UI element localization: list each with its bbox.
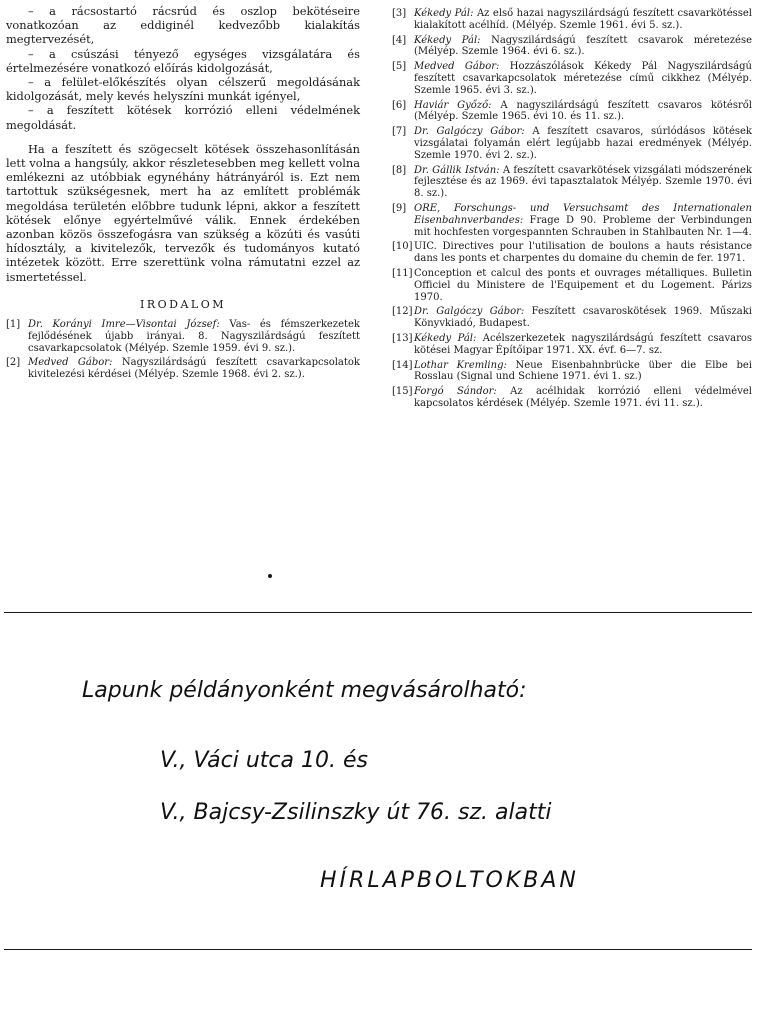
reference-author: Kékedy Pál: — [414, 8, 474, 19]
reference-author: Dr. Galgóczy Gábor: — [414, 126, 525, 138]
references-list-left — [6, 319, 360, 381]
reference-item — [392, 241, 752, 265]
right-column — [392, 8, 752, 413]
reference-item — [392, 8, 752, 32]
reference-number: [12] — [392, 306, 413, 318]
reference-number: [4] — [392, 34, 407, 46]
reference-number: [11] — [392, 267, 413, 279]
promo-shops: HÍRLAPBOLTOKBAN — [320, 868, 579, 893]
reference-author: Haviár Győző: — [414, 99, 492, 111]
references-list-right — [392, 8, 752, 410]
reference-number: [2] — [6, 357, 21, 369]
reference-text: Conception et calcul des ponts et ouvrages métalliques. Bulletin Officiel du Ministere de l'Equipement et du Logement. Párizs 1970. — [414, 267, 752, 303]
reference-author: Lothar Kremling: — [414, 359, 507, 371]
reference-author: Medved Gábor: — [28, 357, 113, 369]
reference-item — [392, 386, 752, 410]
reference-number: [15] — [392, 386, 413, 398]
reference-text: Hozzászólások Kékedy Pál Nagyszilárdságú feszített csavarkapcsolatok méretezése című cikkhez (Mélyép. Szemle 1965. évi 3. sz.). — [414, 61, 752, 96]
reference-author: Dr. Galgóczy Gábor: — [414, 306, 525, 318]
reference-author: ORE, Forschungs- und Versuchsamt des Internationalen Eisenbahnverbandes: — [414, 202, 752, 226]
reference-item — [392, 35, 752, 59]
reference-number: [8] — [392, 164, 407, 176]
decorative-dot — [268, 574, 272, 578]
reference-number: [6] — [392, 99, 407, 111]
reference-item — [392, 360, 752, 384]
list-item-2: – a csúszási tényező egységes vizsgálatára és értelmezésére vonatkozó előírás kidolgozását, — [6, 46, 360, 75]
left-column — [6, 4, 360, 384]
reference-text: A feszített csavarkötések vizsgálati módszerének fejlesztése és az 1969. évi tapasztalatok Mélyép. Szemle 1970. évi 8. sz.). — [414, 164, 752, 200]
reference-text: Az acélhidak korrózió elleni védelmével kapcsolatos kérdések (Mélyép. Szemle 1971. évi 11. sz.). — [414, 386, 752, 409]
reference-text: Neue Eisenbahnbrücke über die Elbe bei Rosslau (Signal und Schiene 1971. évi 1. sz.) — [414, 359, 752, 383]
reference-text: Nagyszilárdságú feszített csavarok méretezése (Mélyép. Szemle 1964. évi 6. sz.). — [414, 34, 752, 58]
reference-text: Nagyszilárdságú feszített csavarkapcsolatok kivitelezési kérdései (Mélyép. Szemle 1968. évi 2. sz.). — [28, 357, 360, 381]
reference-item — [6, 357, 360, 381]
reference-number: [10] — [392, 241, 413, 253]
reference-author: Kékedy Pál: — [414, 34, 481, 46]
promo-headline: Lapunk példányonként megvásárolható: — [82, 678, 527, 703]
reference-item — [392, 333, 752, 357]
reference-number: [5] — [392, 61, 407, 73]
reference-item — [392, 203, 752, 238]
list-item-4: – a feszített kötések korrózió elleni védelmének megoldását. — [6, 103, 360, 132]
body-paragraph: Ha a feszített és szögecselt kötések összehasonlításán lett volna a hangsúly, akkor részletesebben meg kellett volna emlékezni az utóbbiak egynéhány hátrányáról is. Ezt nem tartottuk szükségesnek, mert ha az említett problémák megoldása területén előbbre tudunk lépni, akkor a feszített kötések előnye egyértelművé válik. Ennek érdekében azonban közös összefogásra van szükség a közúti és vasúti hídosztály, a kivitelezők, tervezők és tudományos kutató intézetek között. Erre szerettünk volna rámutatni ezzel az ismertetéssel. — [6, 141, 360, 284]
reference-text: Feszített csavaroskötések 1969. Műszaki Könyvkiadó, Budapest. — [414, 306, 752, 330]
reference-number: [1] — [6, 319, 21, 331]
reference-item — [392, 306, 752, 330]
divider-top — [4, 612, 752, 613]
reference-author: Kékedy Pál: — [414, 332, 477, 344]
reference-text: UIC. Directives pour l'utilisation de boulons a hauts résistance dans les ponts et charpentes du domaine du chemin de fer. 1971. — [414, 241, 752, 265]
reference-item — [392, 126, 752, 161]
reference-number: [7] — [392, 126, 407, 138]
reference-text: A feszített csavaros, súrlódásos kötések vizsgálatai folyamán elért legújabb hazai eredmények (Mélyép. Szemle 1970. évi 2. sz.). — [414, 126, 752, 161]
list-item-3: – a felület-előkészítés olyan célszerű megoldásának kidolgozását, mely kevés helyszíni munkát igényel, — [6, 75, 360, 104]
reference-number: [9] — [392, 202, 407, 214]
reference-text: Az első hazai nagyszilárdságú feszített csavarkötéssel kialakított acélhíd. (Mélyép. Szemle 1961. évi 5. sz.). — [414, 8, 752, 31]
divider-bottom — [4, 949, 752, 950]
promo-address-1: V., Váci utca 10. és — [160, 748, 368, 773]
reference-item — [392, 268, 752, 303]
reference-number: [3] — [392, 8, 407, 19]
reference-text: A nagyszilárdságú feszített csavaros kötésről (Mélyép. Szemle 1965. évi 10. és 11. sz.). — [414, 99, 752, 123]
promo-address-2: V., Bajcsy-Zsilinszky út 76. sz. alatti — [160, 800, 552, 825]
reference-author: Dr. Gállik István: — [414, 164, 500, 176]
reference-item — [392, 61, 752, 96]
reference-text: Vas- és fémszerkezetek fejlődésének újabb irányai. 8. Nagyszilárdságú feszített csavarkapcsolatok (Mélyép. Szemle 1959. évi 9. sz.). — [28, 319, 360, 354]
list-item-1: – a rácsostartó rácsrúd és oszlop bekötéseire vonatkozóan az eddiginél kedvezőbb kialakítás megtervezését, — [6, 4, 360, 47]
reference-text: Frage D 90. Probleme der Verbindungen mit hochfesten vorgespannten Schrauben in Stahlbauten Nr. 1—4. — [414, 214, 752, 238]
reference-author: Forgó Sándor: — [414, 386, 497, 398]
reference-author: Medved Gábor: — [414, 61, 500, 73]
reference-number: [14] — [392, 359, 413, 371]
reference-item — [6, 319, 360, 354]
reference-text: Acélszerkezetek nagyszilárdságú feszített csavaros kötései Magyar Építőipar 1971. XX. évf. 6—7. sz. — [414, 332, 752, 356]
reference-author: Dr. Korányi Imre—Visontai József: — [28, 319, 220, 331]
reference-item — [392, 100, 752, 124]
reference-item — [392, 165, 752, 200]
references-heading: IRODALOM — [140, 297, 226, 311]
reference-number: [13] — [392, 332, 413, 344]
